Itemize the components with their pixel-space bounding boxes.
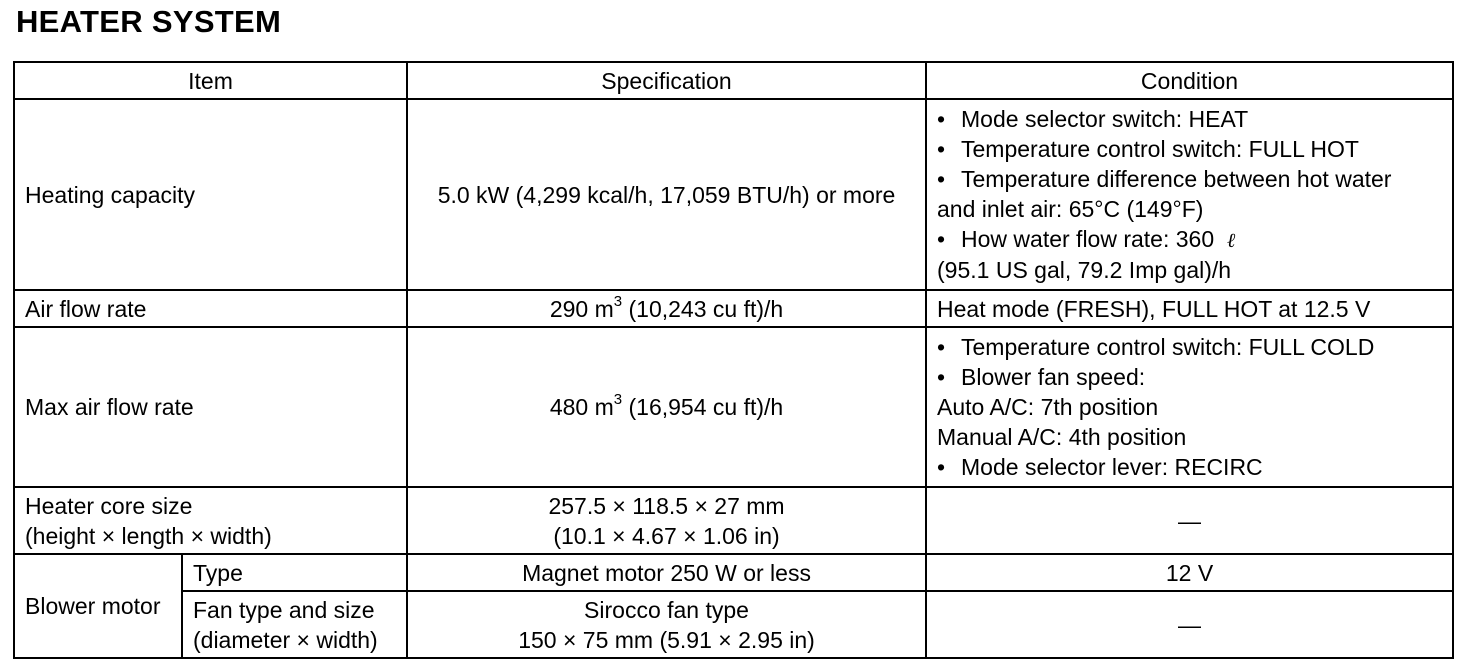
air-flow-rate-spec <box>407 290 926 327</box>
table-row-heater-core-size <box>14 487 1453 554</box>
spec-line: Sirocco fan type <box>584 596 749 623</box>
fan-type-size-spec <box>407 591 926 658</box>
table-row-heating-capacity <box>14 99 1453 290</box>
spec-line: (10.1 × 4.67 × 1.06 in) <box>553 522 780 549</box>
air-flow-rate-condition: Heat mode (FRESH), FULL HOT at 12.5 V <box>926 290 1453 327</box>
spec-value: 290 m <box>549 295 614 322</box>
fan-type-size-condition: — <box>926 591 1453 658</box>
label-line: (diameter × width) <box>193 626 378 653</box>
label-line: (height × length × width) <box>25 522 272 549</box>
heating-capacity-condition <box>926 99 1453 290</box>
condition-line <box>937 224 1442 255</box>
heater-core-size-condition: — <box>926 487 1453 554</box>
max-air-flow-rate-label: Max air flow rate <box>14 327 407 487</box>
condition-line: • Temperature control switch: FULL HOT <box>937 134 1442 164</box>
heating-capacity-label: Heating capacity <box>14 99 407 290</box>
page-title: HEATER SYSTEM <box>16 4 282 39</box>
condition-line: • Mode selector lever: RECIRC <box>937 452 1442 482</box>
condition-line: and inlet air: 65°C (149°F) <box>937 196 1204 222</box>
condition-line: Auto A/C: 7th position <box>937 394 1159 420</box>
heating-capacity-spec: 5.0 kW (4,299 kcal/h, 17,059 BTU/h) or more <box>407 99 926 290</box>
condition-line: • Temperature difference between hot water <box>937 164 1442 194</box>
heater-spec-table <box>13 61 1454 659</box>
superscript: 3 <box>613 391 623 409</box>
heater-core-size-label <box>14 487 407 554</box>
condition-line: • Mode selector switch: HEAT <box>937 104 1442 134</box>
spec-value: (10,243 cu ft)/h <box>622 295 784 322</box>
blower-type-spec: Magnet motor 250 W or less <box>407 554 926 591</box>
condition-line: • Blower fan speed: <box>937 362 1442 392</box>
spec-line: 257.5 × 118.5 × 27 mm <box>548 492 785 519</box>
table-row-air-flow-rate <box>14 290 1453 327</box>
condition-line: Manual A/C: 4th position <box>937 424 1187 450</box>
label-line: Fan type and size <box>193 596 375 623</box>
blower-type-label: Type <box>182 554 407 591</box>
header-specification: Specification <box>407 62 926 99</box>
air-flow-rate-label: Air flow rate <box>14 290 407 327</box>
fan-type-size-label <box>182 591 407 658</box>
blower-motor-label: Blower motor <box>14 554 182 658</box>
table-row-blower-motor-type <box>14 554 1453 591</box>
table-row-max-air-flow-rate <box>14 327 1453 487</box>
max-air-flow-rate-condition <box>926 327 1453 487</box>
superscript: 3 <box>613 292 623 310</box>
heater-core-size-spec <box>407 487 926 554</box>
label-line: Heater core size <box>25 492 193 519</box>
condition-line: • Temperature control switch: FULL COLD <box>937 332 1442 362</box>
spec-line: 150 × 75 mm (5.91 × 2.95 in) <box>518 626 815 653</box>
max-air-flow-rate-spec <box>407 327 926 487</box>
flow-rate-text: How water flow rate: 360 <box>961 226 1215 252</box>
header-condition: Condition <box>926 62 1453 99</box>
spec-value: 480 m <box>549 394 614 420</box>
spec-value: (16,954 cu ft)/h <box>622 394 784 420</box>
table-header-row <box>14 62 1453 99</box>
table-row-blower-fan <box>14 591 1453 658</box>
blower-type-condition: 12 V <box>926 554 1453 591</box>
header-item: Item <box>14 62 407 99</box>
liter-symbol: ℓ <box>1226 228 1236 252</box>
condition-line: (95.1 US gal, 79.2 Imp gal)/h <box>937 257 1232 283</box>
